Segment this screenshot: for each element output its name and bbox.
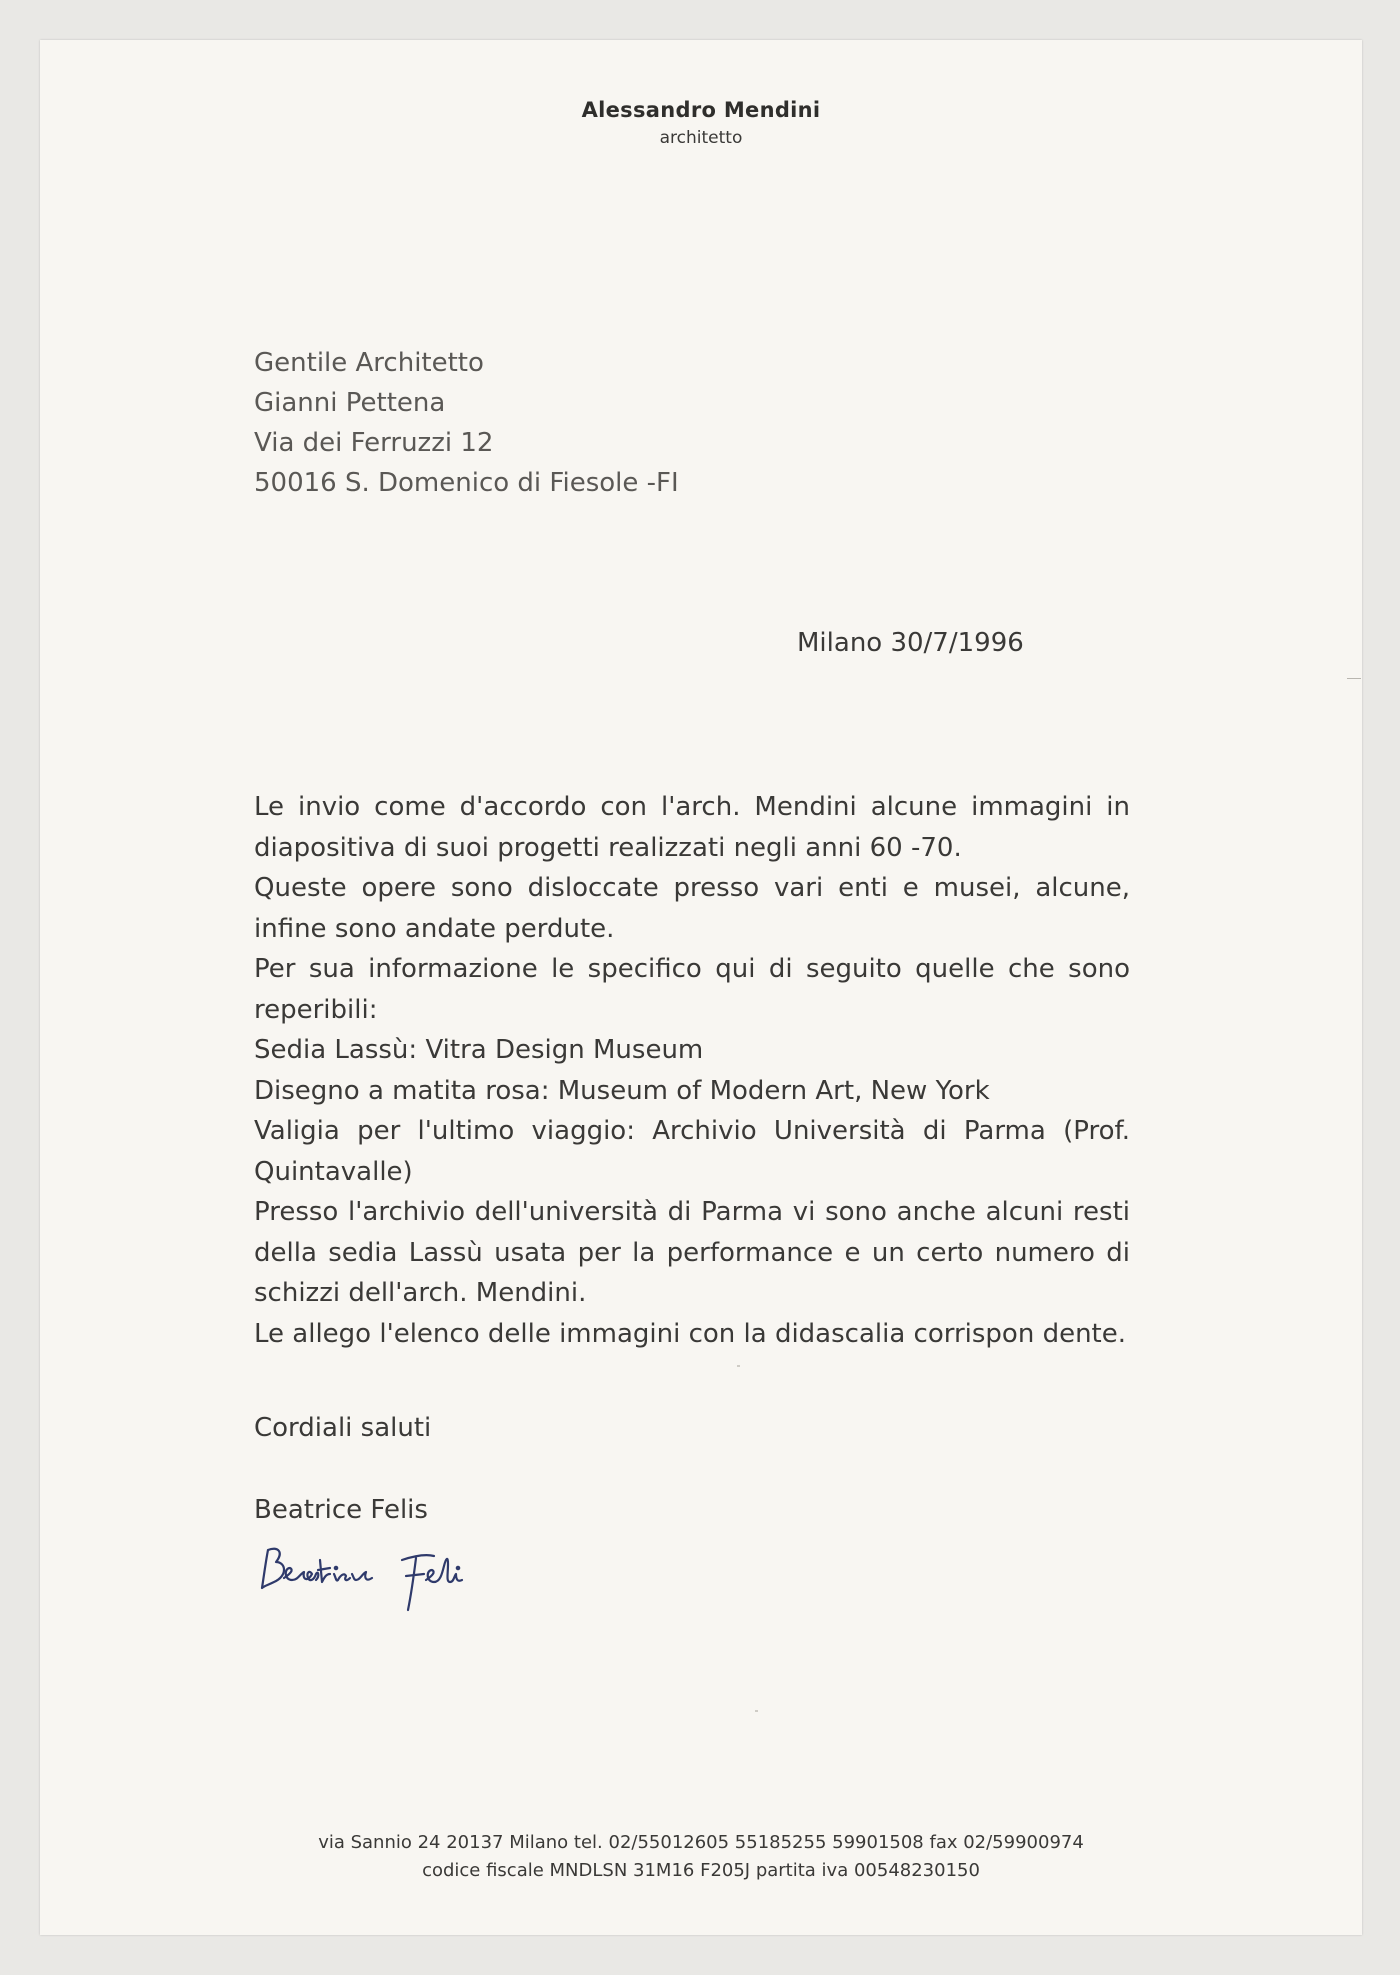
letter-date: Milano 30/7/1996 (797, 628, 1024, 658)
recipient-line: Via dei Ferruzzi 12 (254, 428, 494, 458)
body-paragraph: Sedia Lassù: Vitra Design Museum (254, 1035, 704, 1065)
fold-mark (1347, 678, 1361, 679)
body-paragraph: Le invio come d'accordo con l'arch. Mendini alcune immagini in diapositiva di suoi progetti realizzati negli anni 60 -70. (254, 792, 1130, 863)
salutation: Cordiali saluti (254, 1413, 432, 1443)
recipient-line: Gentile Architetto (254, 348, 484, 378)
sender-name: Beatrice Felis (254, 1495, 428, 1525)
recipient-line: 50016 S. Domenico di Fiesole -FI (254, 468, 679, 498)
body-paragraph: Le allego l'elenco delle immagini con la didascalia corrispon dente. (254, 1318, 1127, 1349)
recipient-address (254, 343, 679, 503)
body-paragraph: Valigia per l'ultimo viaggio: Archivio Università di Parma (Prof. Quintavalle) (254, 1116, 1130, 1187)
letter-sheet (40, 40, 1362, 1935)
body-paragraph: Per sua informazione le specifico qui di seguito quelle che sono reperibili: (254, 954, 1130, 1025)
body-paragraph: Disegno a matita rosa: Museum of Modern Art, New York (254, 1075, 990, 1106)
paper-speck (737, 1365, 740, 1367)
body-paragraph: Queste opere sono disloccate presso vari enti e musei, alcune, infine sono andate perdute. (254, 873, 1130, 944)
footer-tax-info: codice fiscale MNDLSN 31M16 F205J partita iva 00548230150 (422, 1860, 980, 1881)
letterhead-title: architetto (659, 128, 743, 148)
letterhead-name: Alessandro Mendini (581, 98, 821, 122)
footer-address: via Sannio 24 20137 Milano tel. 02/55012605 55185255 59901508 fax 02/59900974 (318, 1832, 1084, 1853)
handwritten-signature (254, 1530, 554, 1620)
paper-speck (755, 1710, 758, 1712)
letter-body (254, 787, 1130, 1354)
body-paragraph: Presso l'archivio dell'università di Parma vi sono anche alcuni resti della sedia Lassù usata per la performance e un certo numero di schizzi dell'arch. Mendini. (254, 1197, 1130, 1308)
recipient-line: Gianni Pettena (254, 388, 446, 418)
